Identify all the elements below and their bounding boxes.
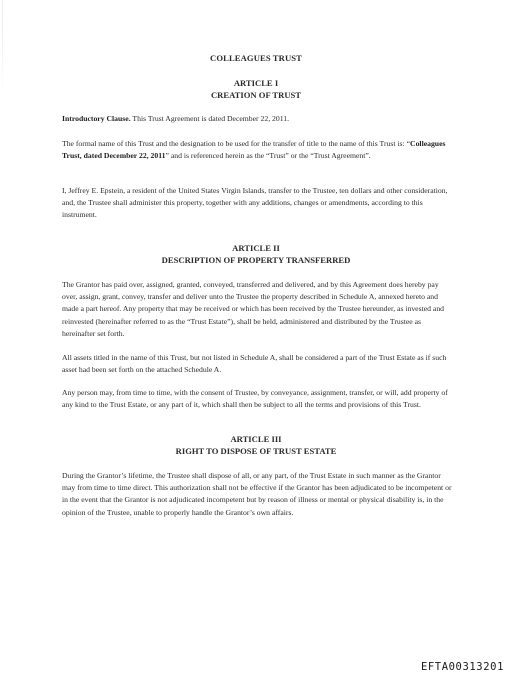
introductory-clause (62, 113, 454, 125)
introductory-clause-text: This Trust Agreement is dated December 22, 2011. (130, 114, 290, 123)
article-1-heading: CREATION OF TRUST (210, 90, 302, 100)
document-title: COLLEAGUES TRUST (210, 53, 302, 63)
property-transfer-paragraph: The Grantor has paid over, assigned, granted, conveyed, transferred and delivered, and by this Agreement does hereby pay over, assign, grant, convey, transfer and deliver unto the Trustee the property described in Schedule A, annexed hereto and made a part hereof. Any property that may be received or which has been received by the Trustee hereunder, as invested and reinvested (hereinafter referred to as the “Trust Estate”), shall be held, administered and distributed by the Trustee as hereinafter set forth. (62, 280, 445, 338)
article-2-number: ARTICLE II (232, 243, 280, 253)
introductory-clause-label: Introductory Clause. (62, 114, 131, 123)
add-property-paragraph: Any person may, from time to time, with the consent of Trustee, by conveyance, assignment, transfer, or will, add property of any kind to the Trust Estate, or any part of it, which shall then be subject to all the terms and provisions of this Trust. (62, 388, 448, 410)
document-id-stamp: EFTA00313201 (420, 661, 504, 673)
formal-name-bold: Colleagues Trust, dated December 22, 2011 (62, 139, 446, 161)
article-3-number: ARTICLE III (230, 434, 282, 444)
dispose-trust-estate-paragraph: During the Grantor’s lifetime, the Trustee shall dispose of all, or any part, of the Trust Estate in such manner as the Grantor may from time to time direct. This authorization shall not be effective if the Grantor has been adjudicated to be incompetent or in the event that the Grantor is not adjudicated incompetent but by reason of illness or mental or physical disability is, in the opinion of the Trustee, unable to properly handle the Grantor’s own affairs. (62, 471, 452, 517)
article-3-heading: RIGHT TO DISPOSE OF TRUST ESTATE (175, 446, 337, 456)
assets-paragraph: All assets titled in the name of this Trust, but not listed in Schedule A, shall be considered a part of the Trust Estate as if such asset had been set forth on the attached Schedule A. (62, 353, 447, 375)
grantor-paragraph: I, Jeffrey E. Epstein, a resident of the United States Virgin Islands, transfer to the Trustee, ten dollars and other consideration, and, the Trustee shall administer this property, together with any additions, changes or amendments, according to this instrument. (62, 186, 448, 220)
article-1-number: ARTICLE I (233, 78, 279, 88)
formal-name-text-before: The formal name of this Trust and the designation to be used for the transfer of title to the name of this Trust is: “ (62, 139, 411, 148)
formal-name-paragraph (62, 138, 454, 162)
article-2-heading: DESCRIPTION OF PROPERTY TRANSFERRED (161, 255, 351, 265)
formal-name-text-after: ” and is referenced herein as the “Trust” or the “Trust Agreement”. (165, 151, 371, 161)
